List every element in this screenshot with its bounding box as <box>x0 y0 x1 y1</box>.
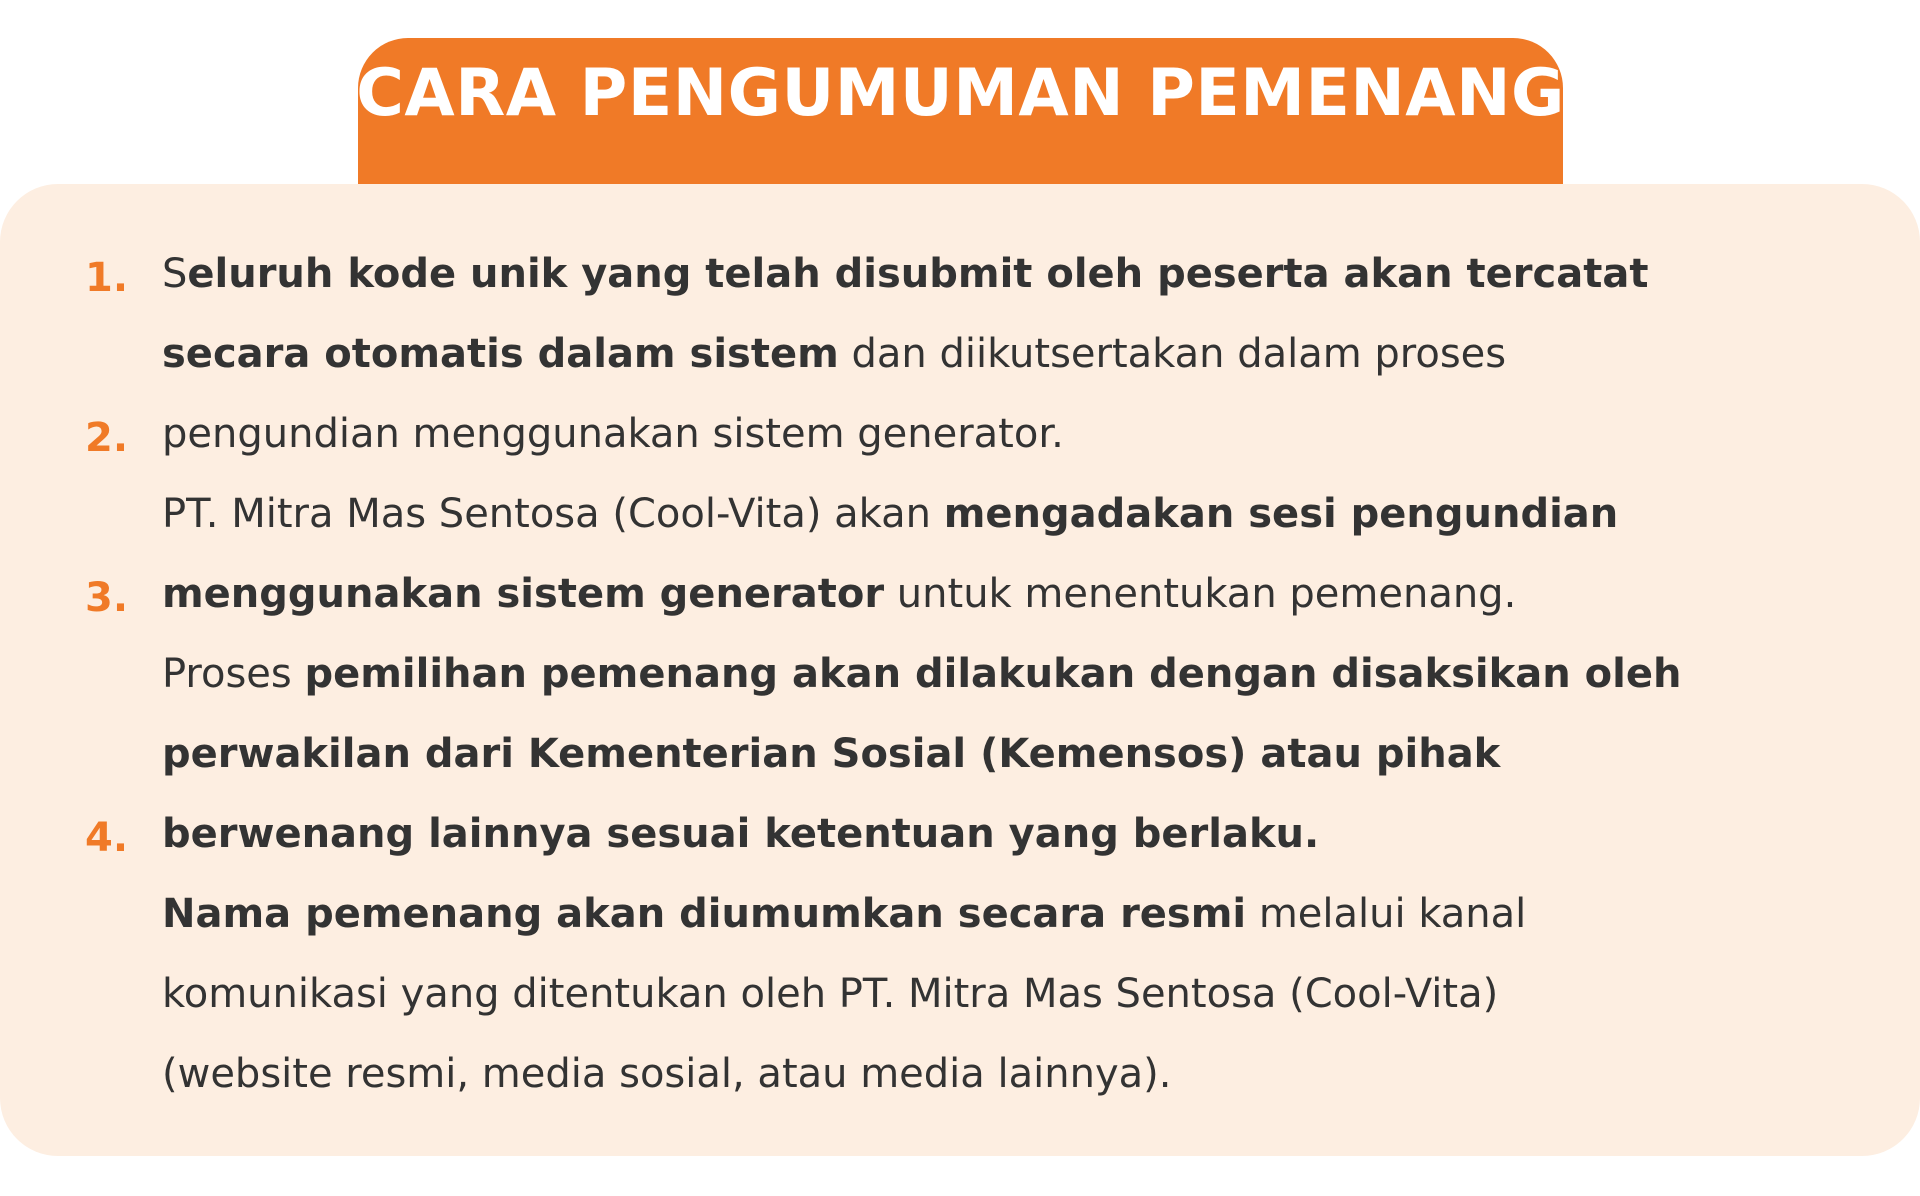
bold-text: perwakilan dari Kementerian Sosial (Kemensos) atau pihak <box>162 731 1501 777</box>
bold-text: mengadakan sesi pengundian <box>943 491 1619 537</box>
text-line <box>162 394 1902 474</box>
regular-text: (website resmi, media sosial, atau media lainnya). <box>162 1051 1172 1097</box>
text-line <box>162 874 1902 954</box>
regular-text: S <box>162 251 188 297</box>
regular-text: Proses <box>162 651 305 697</box>
regular-text: pengundian menggunakan sistem generator. <box>162 411 1064 457</box>
regular-text: melalui kanal <box>1246 891 1527 937</box>
regular-text: dan diikutsertakan dalam proses <box>838 331 1507 377</box>
text-line <box>162 634 1902 714</box>
bold-text: menggunakan sistem generator <box>162 571 885 617</box>
text-line <box>162 1034 1902 1114</box>
regular-text: komunikasi yang ditentukan oleh PT. Mitra Mas Sentosa (Cool-Vita) <box>162 971 1499 1017</box>
bold-text: pemilihan pemenang akan dilakukan dengan disaksikan oleh <box>304 651 1682 697</box>
text-line <box>162 794 1902 874</box>
regular-text: untuk menentukan pemenang. <box>884 571 1517 617</box>
rules-text <box>162 234 1902 1114</box>
bold-text: secara otomatis dalam sistem <box>162 331 839 377</box>
list-number-4: 4. <box>85 815 129 861</box>
list-number-1: 1. <box>85 255 129 301</box>
regular-text: PT. Mitra Mas Sentosa (Cool-Vita) akan <box>162 491 944 537</box>
text-line <box>162 314 1902 394</box>
content-card <box>0 184 1920 1156</box>
text-line <box>162 954 1902 1034</box>
text-line <box>162 714 1902 794</box>
number-column <box>0 184 160 1156</box>
text-line <box>162 554 1902 634</box>
page-title: CARA PENGUMUMAN PEMENANG <box>356 55 1565 131</box>
list-number-2: 2. <box>85 415 129 461</box>
list-number-3: 3. <box>85 575 129 621</box>
title-tab <box>358 38 1563 188</box>
bold-text: Nama pemenang akan diumumkan secara resmi <box>162 891 1247 937</box>
bold-text: berwenang lainnya sesuai ketentuan yang berlaku. <box>162 811 1320 857</box>
bold-text: eluruh kode unik yang telah disubmit oleh peserta akan tercatat <box>187 251 1649 297</box>
text-line <box>162 234 1902 314</box>
text-line <box>162 474 1902 554</box>
